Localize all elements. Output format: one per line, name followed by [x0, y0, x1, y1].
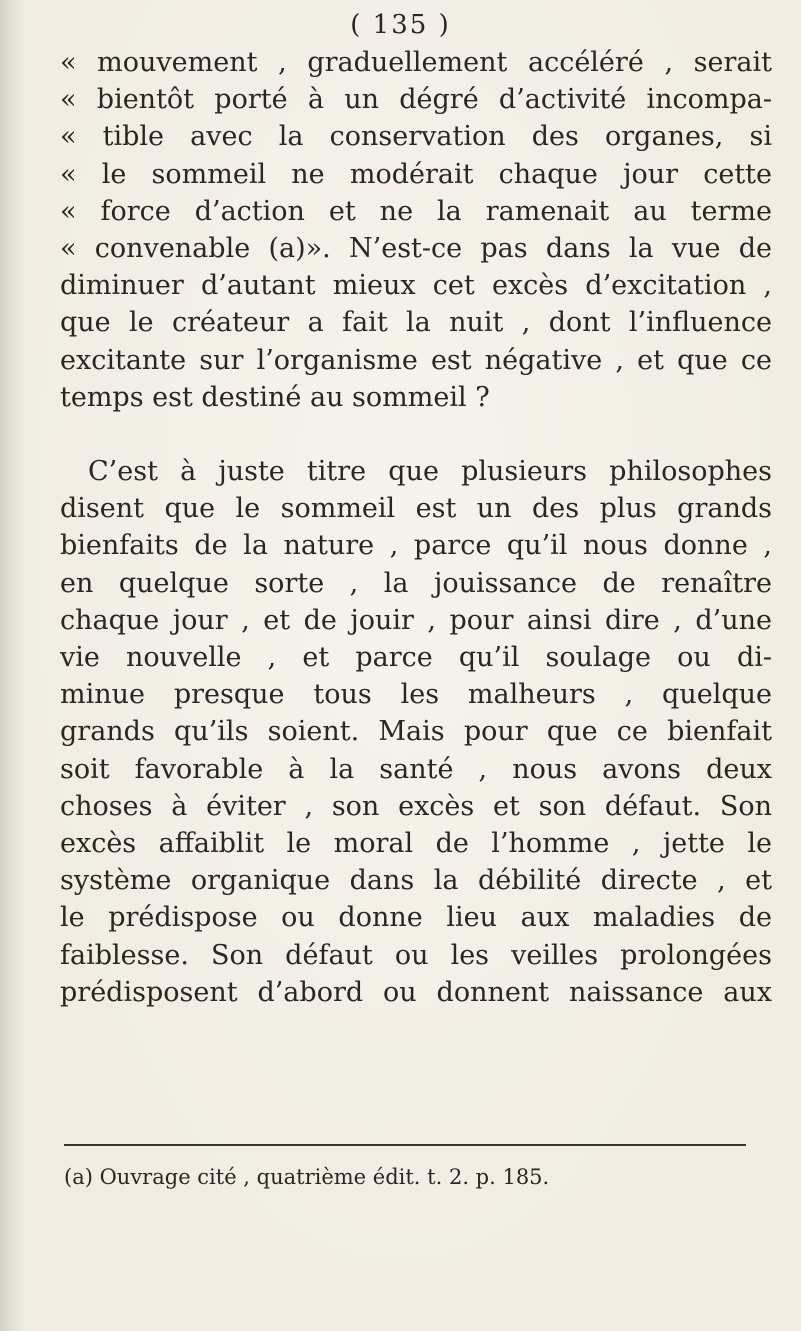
text-line: prédisposent d’abord ou donnent naissance aux: [60, 976, 772, 1008]
text-line: choses à éviter , son excès et son défaut. Son: [60, 790, 772, 822]
text-line: temps est destiné au sommeil ?: [60, 381, 490, 413]
binding-shadow: [0, 0, 28, 1331]
text-line: « tible avec la conservation des organes, si: [60, 121, 772, 153]
text-line: C’est à juste titre que plusieurs philosophes: [88, 456, 772, 488]
text-line: faiblesse. Son défaut ou les veilles prolongées: [60, 939, 772, 971]
text-line: chaque jour , et de jouir , pour ainsi dire , d’une: [60, 604, 772, 636]
text-line: que le créateur a fait la nuit , dont l’influence: [60, 307, 772, 339]
text-line: « convenable (a)». N’est-ce pas dans la vue de: [60, 232, 772, 264]
text-line: « mouvement , graduellement accéléré , serait: [60, 47, 772, 78]
footnote-rule: [64, 1144, 746, 1146]
page-number-header: ( 135 ): [350, 10, 451, 40]
text-line: « le sommeil ne modérait chaque jour cette: [60, 158, 772, 190]
footnote: (a) Ouvrage cité , quatrième édit. t. 2. p. 185.: [64, 1165, 550, 1189]
text-line: en quelque sorte , la jouissance de renaître: [60, 567, 772, 599]
text-line: grands qu’ils soient. Mais pour que ce bienfait: [60, 716, 772, 748]
text-line: vie nouvelle , et parce qu’il soulage ou di-: [60, 642, 772, 673]
body-text: [60, 44, 772, 1011]
text-line: minue presque tous les malheurs , quelque: [60, 679, 772, 711]
text-line: « bientôt porté à un dégré d’activité incompa-: [60, 84, 772, 116]
text-line: diminuer d’autant mieux cet excès d’excitation ,: [60, 270, 772, 302]
text-line: bienfaits de la nature , parce qu’il nous donne ,: [60, 530, 772, 562]
text-line: excitante sur l’organisme est négative , et que ce: [60, 344, 772, 376]
text-line: système organique dans la débilité directe , et: [60, 865, 772, 897]
text-line: disent que le sommeil est un des plus grands: [60, 493, 772, 525]
text-line: le prédispose ou donne lieu aux maladies de: [60, 902, 772, 934]
paragraph-gap: [60, 416, 772, 453]
text-line: soit favorable à la santé , nous avons deux: [60, 753, 772, 785]
text-line: excès affaiblit le moral de l’homme , jette le: [60, 827, 772, 859]
text-line: « force d’action et ne la ramenait au terme: [60, 195, 772, 227]
